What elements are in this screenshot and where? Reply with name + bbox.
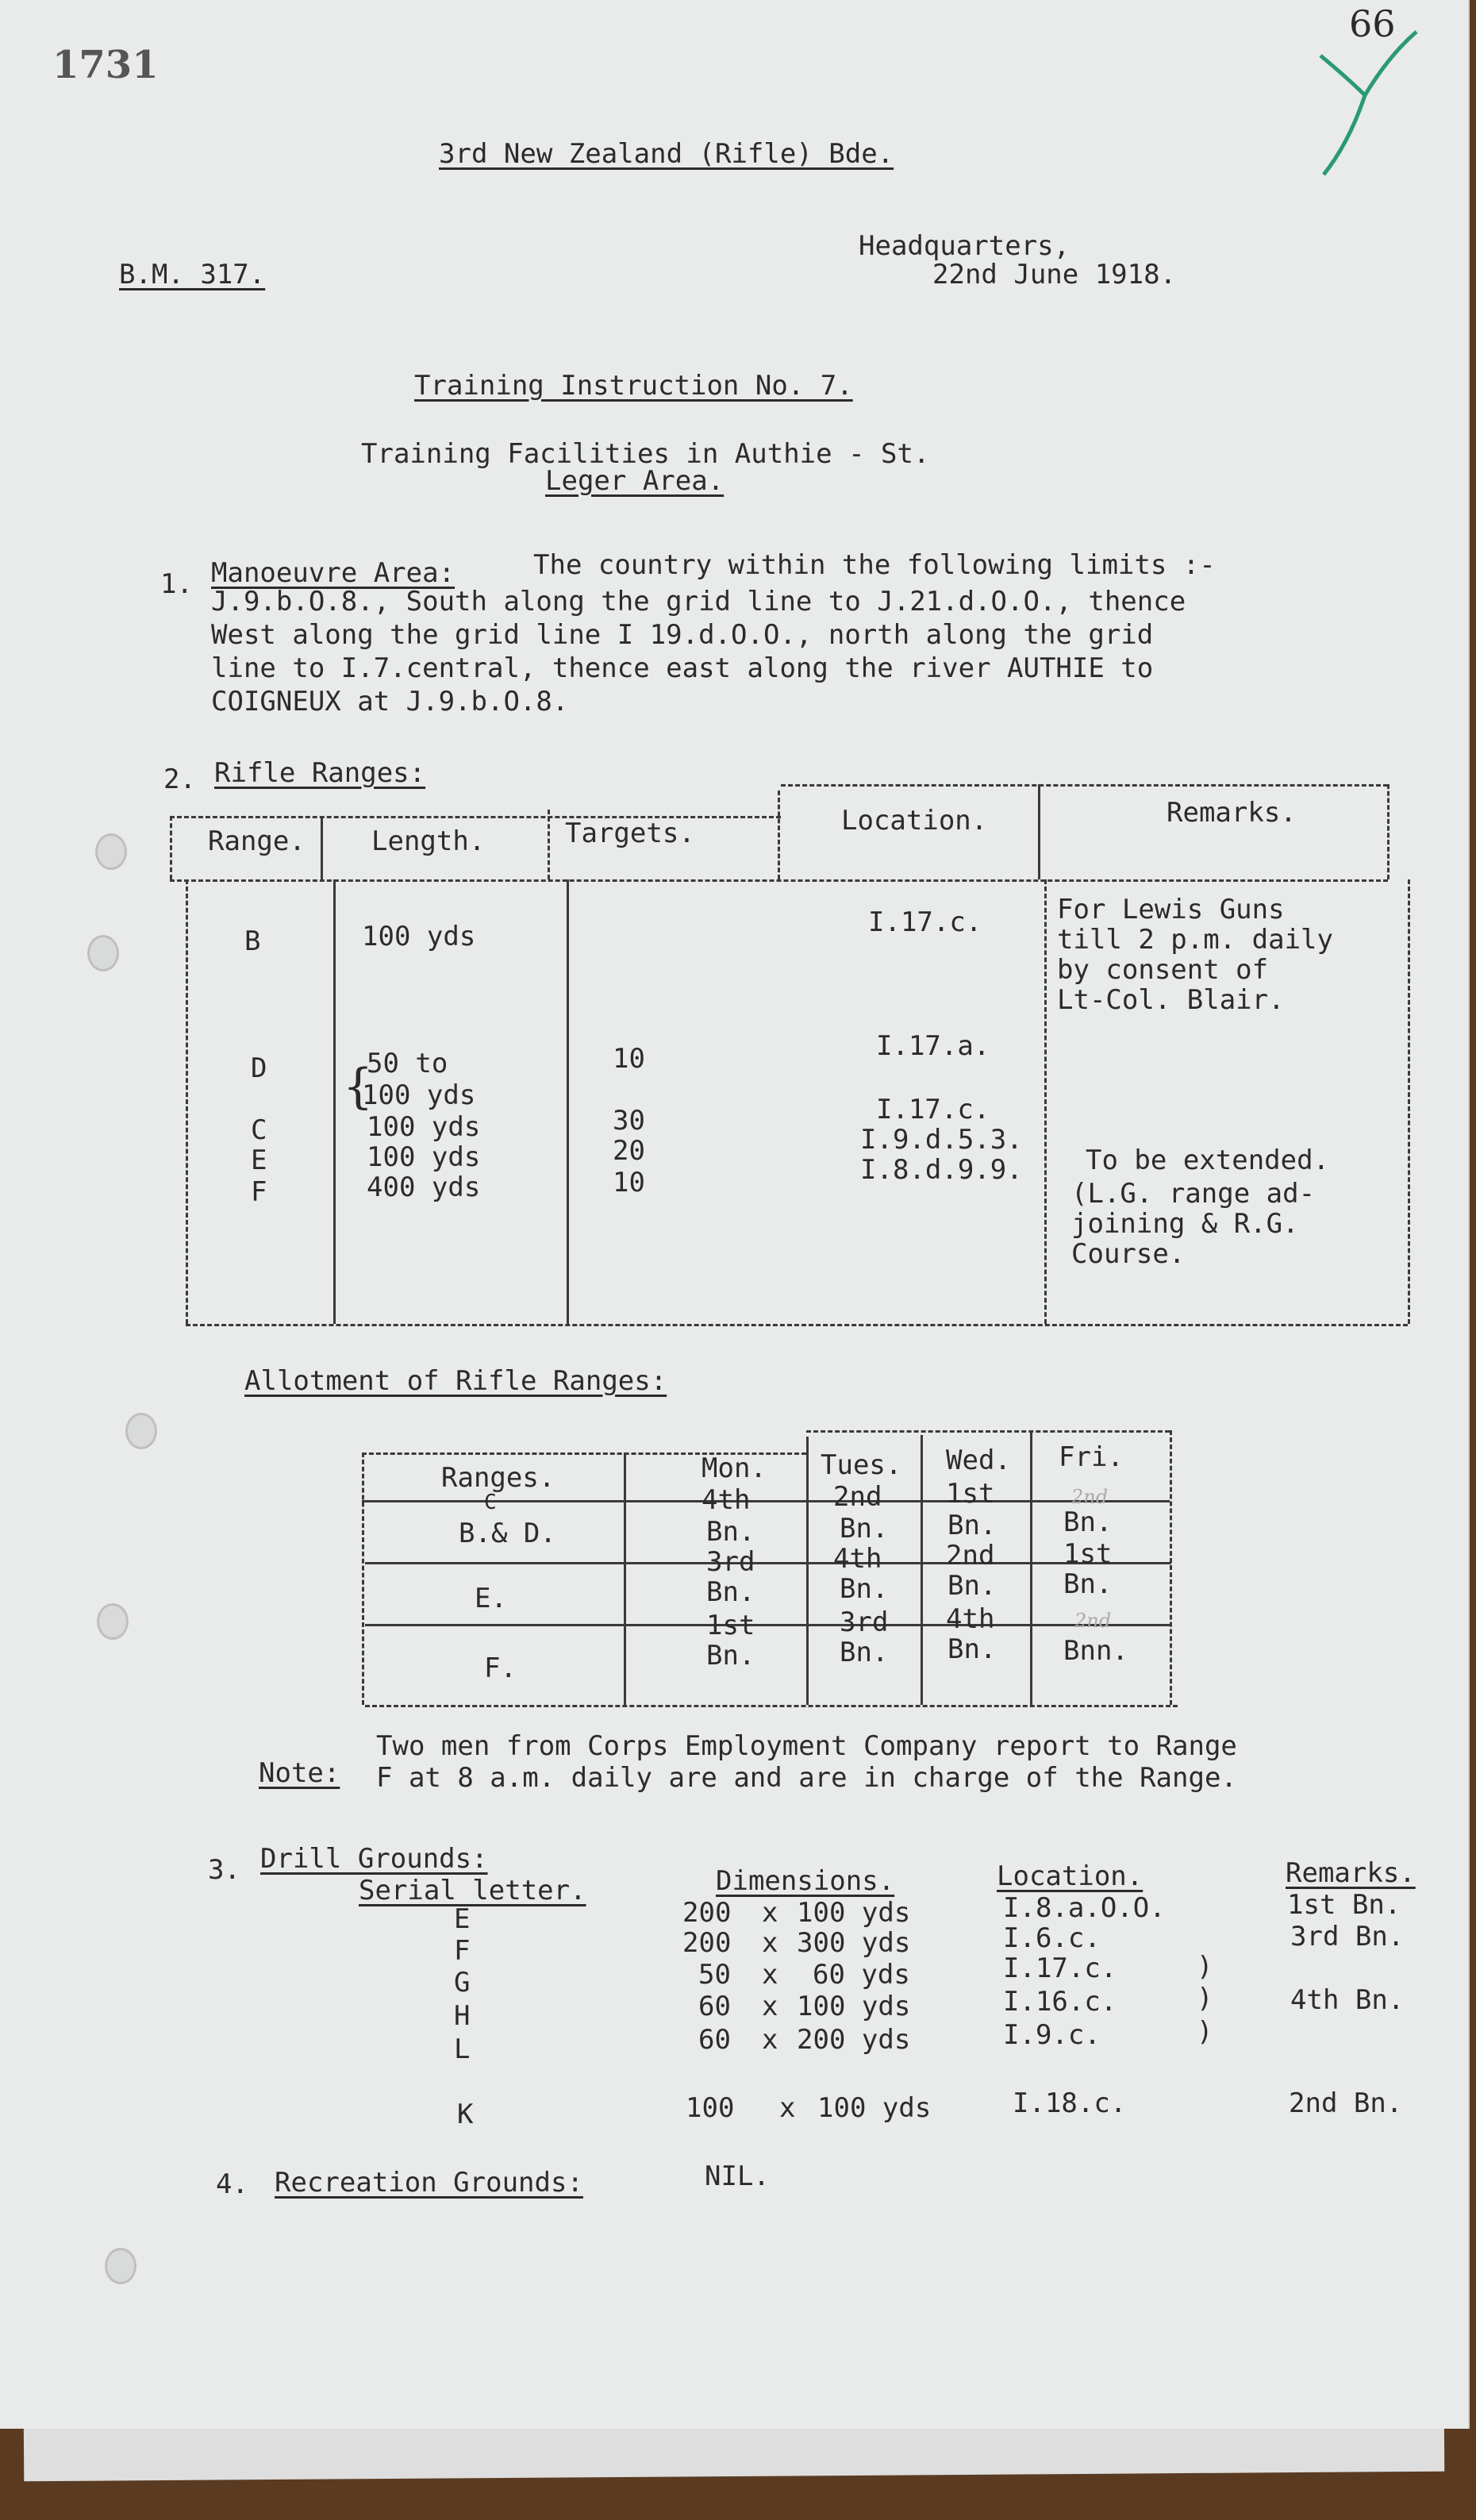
dimension-b: 200 yds <box>797 2024 911 2056</box>
column-header-length: Length. <box>371 825 486 857</box>
location-cell: I.17.c. <box>876 1094 990 1125</box>
page-number: 66 <box>1349 2 1396 45</box>
targets-cell: 10 <box>613 1043 645 1075</box>
drill-remarks: 3rd Bn. <box>1290 1921 1405 1953</box>
column-header-remarks: Remarks. <box>1167 797 1297 829</box>
targets-cell: 30 <box>613 1105 645 1137</box>
tues-cell: Bn. <box>840 1637 889 1668</box>
location-cell: I.9.d.5.3. <box>860 1124 1023 1156</box>
remarks-line: joining & R.G. <box>1071 1208 1299 1240</box>
times-sign: x <box>762 1959 778 1991</box>
mon-cell: Bn. <box>706 1640 755 1672</box>
column-header-mon: Mon. <box>701 1452 767 1484</box>
remarks-line: For Lewis Guns <box>1057 894 1285 925</box>
column-header-ranges: Ranges. <box>441 1462 555 1494</box>
hq-line-1: Headquarters, <box>859 230 1070 262</box>
tues-cell: Bn. <box>840 1573 889 1605</box>
column-header-remarks: Remarks. <box>1286 1857 1416 1889</box>
dimension-b: 60 yds <box>813 1959 910 1991</box>
allotment-range: E. <box>475 1583 507 1614</box>
fri-pencil-note: 2nd <box>1074 1610 1112 1632</box>
tues-cell: 3rd <box>840 1606 889 1638</box>
section-1-line: COIGNEUX at J.9.b.O.8. <box>211 686 569 718</box>
times-sign: x <box>779 2092 796 2124</box>
instruction-title: Training Instruction No. 7. <box>414 370 853 402</box>
column-header-location: Location. <box>997 1860 1144 1892</box>
targets-cell: 10 <box>613 1167 645 1198</box>
column-header-location: Location. <box>841 805 988 837</box>
section-1-line: line to I.7.central, thence east along the river AUTHIE to <box>211 652 1154 684</box>
wed-cell: 1st <box>946 1478 995 1510</box>
times-sign: x <box>762 1991 778 2022</box>
drill-location: I.17.c. <box>1003 1953 1117 1984</box>
column-header-range: Range. <box>208 825 306 857</box>
remarks-line: Course. <box>1071 1238 1186 1270</box>
location-cell: I.8.d.9.9. <box>860 1154 1023 1186</box>
bracket: ) <box>1197 2016 1213 2048</box>
drill-location: I.8.a.O.O. <box>1003 1892 1166 1924</box>
serial-cell: L <box>454 2033 471 2065</box>
dimension-a: 200 <box>682 1897 732 1929</box>
length-cell: 100 yds <box>362 1079 476 1111</box>
dimension-b: 100 yds <box>797 1897 911 1929</box>
mon-cell: 1st <box>706 1610 755 1641</box>
serial-cell: G <box>454 1967 471 1999</box>
allotment-range: B.& D. <box>459 1518 556 1549</box>
bracket: ) <box>1197 1983 1213 2014</box>
drill-remarks: 2nd Bn. <box>1289 2087 1403 2119</box>
subject-line-2: Leger Area. <box>545 465 725 497</box>
punch-hole <box>87 935 119 971</box>
dimension-a: 50 <box>698 1959 731 1991</box>
punch-hole <box>125 1413 157 1449</box>
column-header-serial: Serial letter. <box>359 1875 586 1906</box>
section-2-heading: Rifle Ranges: <box>214 757 426 789</box>
range-cell: D <box>251 1052 267 1084</box>
times-sign: x <box>762 1897 778 1929</box>
dimension-b: 100 yds <box>797 1991 911 2022</box>
unit-heading: 3rd New Zealand (Rifle) Bde. <box>439 138 894 170</box>
drill-remarks: 4th Bn. <box>1290 1984 1405 2016</box>
section-3-number: 3. <box>208 1854 240 1886</box>
remarks-line: (L.G. range ad- <box>1071 1178 1316 1210</box>
range-cell: F <box>251 1176 267 1208</box>
location-cell: I.17.a. <box>876 1030 990 1062</box>
mon-cell: 3rd <box>706 1546 755 1578</box>
location-cell: I.17.c. <box>868 906 982 938</box>
dimension-b: 100 yds <box>817 2092 932 2124</box>
section-1-line: J.9.b.O.8., South along the grid line to J.21.d.O.O., thence <box>211 586 1186 617</box>
note-line-2: F at 8 a.m. daily are and are in charge of the Range. <box>376 1762 1237 1794</box>
column-header-fri: Fri. <box>1059 1441 1124 1473</box>
tues-cell: Bn. <box>840 1513 889 1545</box>
range-cell: E <box>251 1145 267 1176</box>
reference-number: B.M. 317. <box>119 259 266 290</box>
fri-cell: Bn. <box>1063 1506 1113 1538</box>
section-1-number: 1. <box>160 568 193 600</box>
targets-cell: 20 <box>613 1135 645 1167</box>
range-correction: C <box>484 1491 497 1514</box>
section-1-heading: Manoeuvre Area: <box>211 557 455 589</box>
allotment-range: F. <box>484 1652 517 1684</box>
length-cell: 100 yds <box>367 1111 481 1143</box>
section-4-number: 4. <box>216 2168 248 2200</box>
punch-hole <box>95 833 127 870</box>
mon-cell: Bn. <box>706 1516 755 1548</box>
subject-line-1: Training Facilities in Authie - St. <box>361 438 930 470</box>
serial-cell: E <box>454 1903 471 1935</box>
dimension-a: 100 <box>686 2092 735 2124</box>
wed-cell: Bn. <box>947 1570 997 1602</box>
section-3-heading: Drill Grounds: <box>260 1843 488 1875</box>
fri-cell: Bn. <box>1063 1568 1113 1600</box>
file-reference: 1731 <box>52 43 159 87</box>
bracket: ) <box>1197 1951 1213 1983</box>
drill-location: I.16.c. <box>1003 1986 1117 2018</box>
length-cell: 50 to <box>367 1048 448 1079</box>
remarks-line: Lt-Col. Blair. <box>1057 984 1285 1016</box>
serial-cell: F <box>454 1935 471 1967</box>
punch-hole <box>97 1603 129 1640</box>
allotment-heading: Allotment of Rifle Ranges: <box>244 1365 667 1397</box>
section-1-line: The country within the following limits :- <box>533 549 1216 581</box>
length-cell: 100 yds <box>367 1141 481 1173</box>
range-cell: B <box>244 925 261 957</box>
wed-cell: 4th <box>946 1603 995 1635</box>
remarks-line: by consent of <box>1057 954 1269 986</box>
column-header-dimensions: Dimensions. <box>716 1865 895 1897</box>
column-header-wed: Wed. <box>946 1445 1011 1476</box>
wed-cell: Bn. <box>947 1510 997 1541</box>
times-sign: x <box>762 2024 778 2056</box>
column-header-targets: Targets. <box>565 818 695 849</box>
length-cell: 400 yds <box>367 1172 481 1203</box>
fri-cell: Bnn. <box>1063 1635 1128 1667</box>
remarks-line: To be extended. <box>1086 1145 1330 1176</box>
mon-cell: Bn. <box>706 1576 755 1608</box>
serial-cell: K <box>457 2099 474 2130</box>
length-cell: 100 yds <box>362 921 476 952</box>
times-sign: x <box>762 1927 778 1959</box>
fri-cell: 1st <box>1063 1538 1113 1570</box>
note-label: Note: <box>259 1757 340 1789</box>
hq-date: 22nd June 1918. <box>932 259 1177 290</box>
section-4-value: NIL. <box>705 2160 770 2192</box>
fri-pencil-note: 2nd <box>1071 1486 1109 1508</box>
wed-cell: Bn. <box>947 1633 997 1665</box>
remarks-line: till 2 p.m. daily <box>1057 924 1333 956</box>
dimension-b: 300 yds <box>797 1927 911 1959</box>
drill-remarks: 1st Bn. <box>1287 1889 1401 1921</box>
dimension-a: 200 <box>682 1927 732 1959</box>
dimension-a: 60 <box>698 2024 731 2056</box>
drill-location: I.18.c. <box>1013 2087 1127 2119</box>
serial-cell: H <box>454 2000 471 2032</box>
range-cell: C <box>251 1114 267 1146</box>
tues-cell: 4th <box>833 1543 882 1575</box>
section-1-line: West along the grid line I 19.d.O.O., north along the grid <box>211 619 1154 651</box>
section-2-number: 2. <box>163 764 196 795</box>
brace-icon: { <box>343 1059 374 1114</box>
section-4-heading: Recreation Grounds: <box>275 2167 583 2199</box>
note-line-1: Two men from Corps Employment Company report to Range <box>376 1730 1237 1762</box>
wed-cell: 2nd <box>946 1540 995 1572</box>
check-mark-icon <box>1317 24 1420 183</box>
column-header-tues: Tues. <box>821 1449 902 1481</box>
punch-hole <box>105 2248 136 2284</box>
drill-location: I.9.c. <box>1003 2019 1101 2051</box>
dimension-a: 60 <box>698 1991 731 2022</box>
drill-location: I.6.c. <box>1003 1922 1101 1954</box>
mon-cell: 4th <box>701 1484 751 1516</box>
tues-cell: 2nd <box>833 1481 882 1513</box>
